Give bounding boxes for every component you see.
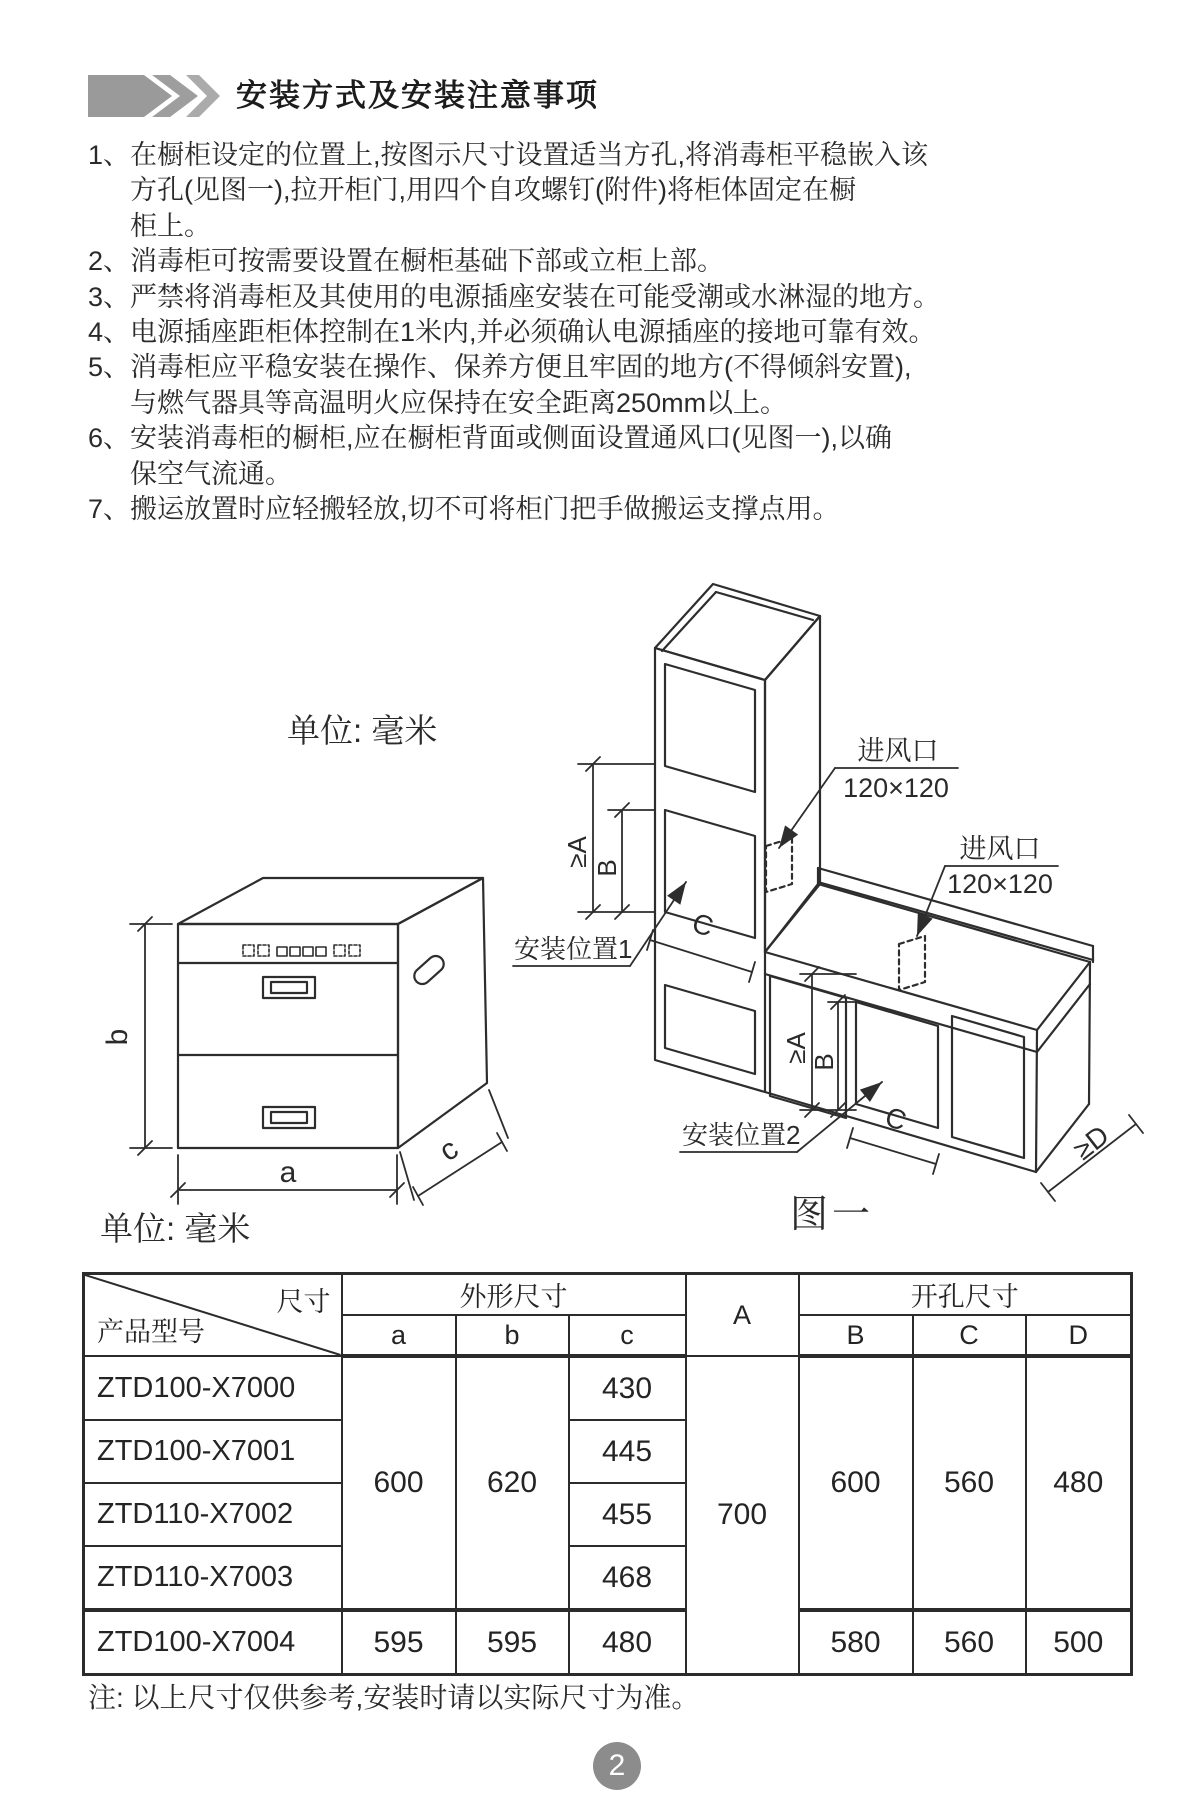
instruction-line: 方孔(见图一),拉开柜门,用四个自攻螺钉(附件)将柜体固定在橱 <box>130 175 856 206</box>
value-D: 500 <box>1026 1610 1132 1675</box>
value-B-merged: 600 <box>799 1356 913 1610</box>
vent-cutout-1 <box>766 838 792 892</box>
control-icon <box>258 945 269 956</box>
col-header-B: B <box>799 1315 913 1356</box>
lower-door-panel <box>665 985 755 1074</box>
vent-cutout-2 <box>899 936 925 990</box>
model-cell: ZTD100-X7004 <box>84 1610 342 1675</box>
instruction-line: 与燃气器具等高温明火应保持在安全距离250mm以上。 <box>130 387 788 418</box>
vent1-size: 120×120 <box>843 773 949 803</box>
model-cell: ZTD100-X7001 <box>84 1420 342 1483</box>
dim-geD-label: ≥D <box>1067 1119 1115 1166</box>
value-C: 560 <box>913 1610 1026 1675</box>
item-number: 7、 <box>88 494 131 525</box>
dim-B-label-upper: B <box>592 859 622 877</box>
value-a: 595 <box>342 1610 456 1675</box>
value-c: 455 <box>569 1483 686 1546</box>
col-group-opening-dimensions: 开孔尺寸 <box>799 1274 1132 1316</box>
page-title: 安装方式及安装注意事项 <box>236 78 599 113</box>
item-number: 3、 <box>88 281 131 312</box>
control-icon <box>334 945 345 956</box>
install-pos1-label: 安装位置1 <box>514 934 633 964</box>
page-number: 2 <box>608 1749 626 1782</box>
control-icon <box>277 947 287 956</box>
item-number: 2、 <box>88 246 131 277</box>
control-icon <box>243 945 254 956</box>
value-a-merged: 600 <box>342 1356 456 1610</box>
arrow-icon <box>772 825 798 852</box>
col-header-A: A <box>686 1274 799 1357</box>
dim-geA-label-lower: ≥A <box>781 1032 811 1064</box>
unit-label-bottom: 单位: 毫米 <box>100 1210 251 1247</box>
value-B: 580 <box>799 1610 913 1675</box>
col-header-c: c <box>569 1315 686 1356</box>
table-row <box>84 1610 1132 1675</box>
dimension-table <box>82 1272 1133 1676</box>
page-number-badge <box>593 1742 641 1790</box>
value-b: 595 <box>456 1610 569 1675</box>
dim-C-label-upper: C <box>688 907 717 943</box>
instruction-line: 电源插座距柜体控制在1米内,并必须确认电源插座的接地可靠有效。 <box>130 317 936 348</box>
instruction-line: 严禁将消毒柜及其使用的电源插座安装在可能受潮或水淋湿的地方。 <box>130 281 941 312</box>
col-header-C: C <box>913 1315 1026 1356</box>
value-C-merged: 560 <box>913 1356 1026 1610</box>
model-cell: ZTD110-X7002 <box>84 1483 342 1546</box>
item-number: 1、 <box>88 140 131 170</box>
arrow-icon <box>667 878 693 905</box>
dim-b-label: b <box>101 1028 134 1046</box>
instruction-line: 保空气流通。 <box>130 458 293 489</box>
col-header-a: a <box>342 1315 456 1356</box>
instruction-line: 安装消毒柜的橱柜,应在橱柜背面或侧面设置通风口(见图一),以确 <box>130 423 893 454</box>
dim-C-label-lower: C <box>881 1101 910 1137</box>
control-icon <box>316 947 326 956</box>
value-b-merged: 620 <box>456 1356 569 1610</box>
instruction-line: 搬运放置时应轻搬轻放,切不可将柜门把手做搬运支撑点用。 <box>130 494 840 525</box>
item-number: 5、 <box>88 352 131 383</box>
dim-B-label-lower: B <box>809 1053 839 1071</box>
dim-b-lines <box>130 917 172 1155</box>
table-row <box>84 1356 1132 1420</box>
value-D-merged: 480 <box>1026 1356 1132 1610</box>
model-cell: ZTD100-X7000 <box>84 1356 342 1420</box>
footnote: 注: 以上尺寸仅供参考,安装时请以实际尺寸为准。 <box>88 1682 700 1713</box>
col-header-b: b <box>456 1315 569 1356</box>
instruction-line: 消毒柜应平稳安装在操作、保养方便且牢固的地方(不得倾斜安置), <box>130 352 912 383</box>
corner-label-model: 产品型号 <box>97 1317 205 1347</box>
vent2-label: 进风口 <box>959 834 1041 864</box>
value-c: 468 <box>569 1546 686 1610</box>
control-icon <box>290 947 300 956</box>
lower-dim-c <box>847 1128 939 1174</box>
dim-c-label: c <box>433 1132 465 1168</box>
dim-geA-label-upper: ≥A <box>562 836 592 868</box>
corner-label-dimension: 尺寸 <box>276 1287 331 1317</box>
figure-caption: 图一 <box>789 1194 875 1236</box>
item-number: 4、 <box>88 317 131 348</box>
value-c: 480 <box>569 1610 686 1675</box>
instruction-line: 柜上。 <box>130 210 212 241</box>
upper-door-opening <box>665 664 755 792</box>
vent1-label: 进风口 <box>857 736 939 766</box>
install-pos2-label: 安装位置2 <box>682 1120 801 1150</box>
col-group-outer-dimensions: 外形尺寸 <box>342 1274 686 1316</box>
model-cell: ZTD110-X7003 <box>84 1546 342 1610</box>
table-corner-cell <box>84 1274 342 1357</box>
value-c: 430 <box>569 1356 686 1420</box>
col-header-D: D <box>1026 1315 1132 1356</box>
control-icon <box>349 945 360 956</box>
item-number: 6、 <box>88 423 131 454</box>
arrow-icon <box>860 1076 887 1102</box>
value-A-merged: 700 <box>686 1356 799 1675</box>
control-icon <box>303 947 313 956</box>
unit-label-top: 单位: 毫米 <box>287 712 438 749</box>
dim-a-label: a <box>279 1156 297 1189</box>
instruction-line: 在橱柜设定的位置上,按图示尺寸设置适当方孔,将消毒柜平稳嵌入该 <box>130 140 929 170</box>
instruction-line: 消毒柜可按需要设置在橱柜基础下部或立柜上部。 <box>130 246 725 277</box>
vent2-size: 120×120 <box>947 869 1053 899</box>
side-vent-oval <box>411 953 447 988</box>
value-c: 445 <box>569 1420 686 1483</box>
